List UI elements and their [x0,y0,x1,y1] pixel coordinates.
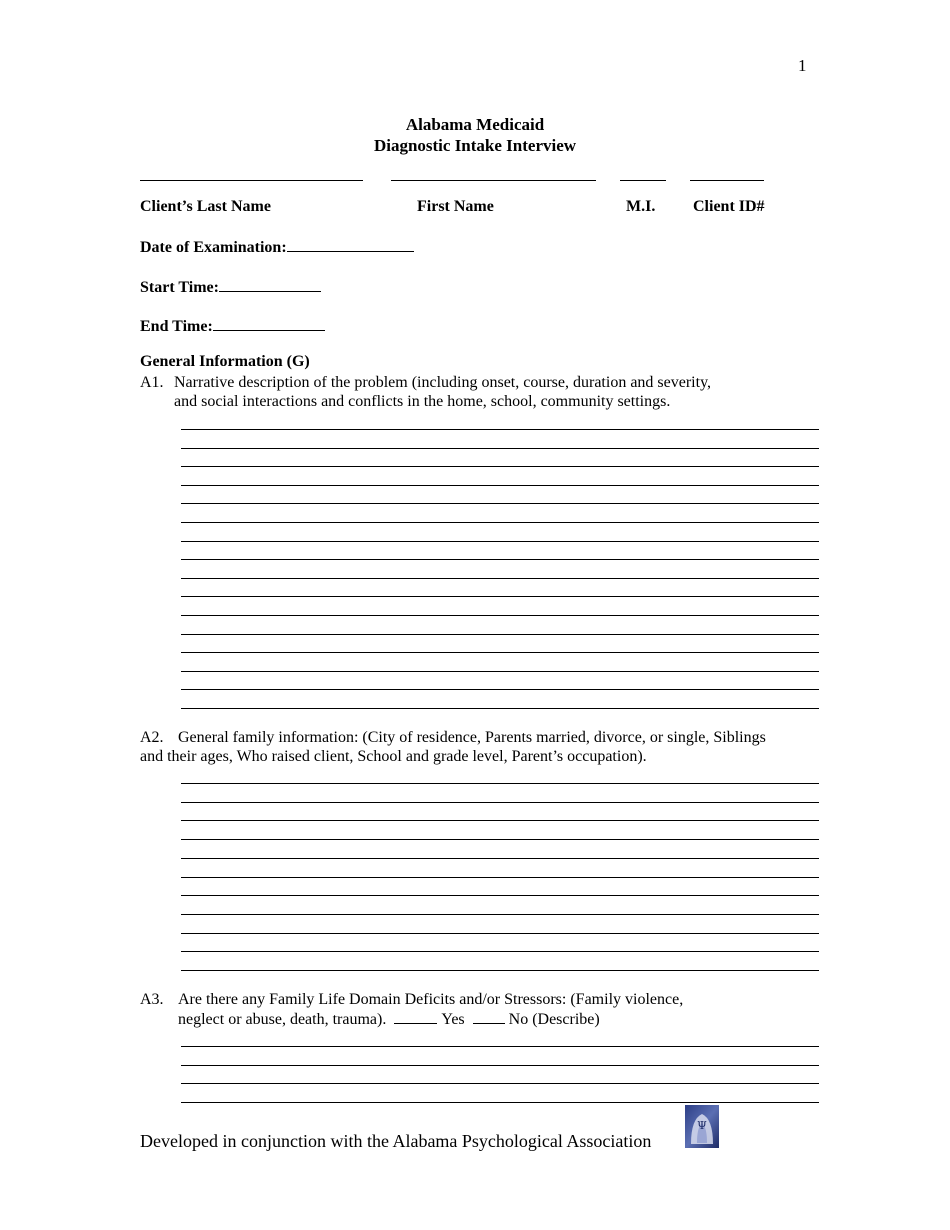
end-time-row [140,316,325,336]
a2-answer-lines[interactable] [181,783,819,973]
section-heading: General Information (G) [140,353,310,370]
a3-answer-lines[interactable] [181,1046,819,1104]
a2-question-line2: and their ages, Who raised client, School and grade level, Parent’s occupation). [140,748,647,765]
svg-text:Ψ: Ψ [697,1119,707,1132]
client-id-field[interactable] [690,180,764,181]
mi-label: M.I. [626,198,656,215]
first-name-field[interactable] [391,180,596,181]
client-id-label: Client ID# [693,198,765,215]
psi-logo-icon [685,1105,719,1148]
end-time-field[interactable] [213,316,325,331]
start-time-label: Start Time: [140,279,219,296]
a1-number: A1. [140,374,164,391]
document-title: Alabama Medicaid [405,115,545,134]
a3-no-label: No (Describe) [508,1011,600,1028]
a2-number: A2. [140,729,164,746]
document-subtitle: Diagnostic Intake Interview [373,136,577,155]
a1-question-line2: and social interactions and conflicts in the home, school, community settings. [174,393,671,410]
a3-yes-blank[interactable] [394,1011,437,1024]
date-of-examination-row [140,237,414,257]
first-name-label: First Name [417,198,494,215]
start-time-row [140,277,321,297]
a2-question-line1: General family information: (City of residence, Parents married, divorce, or single, Siblings [178,729,766,746]
footer-text: Developed in conjunction with the Alabama Psychological Association [140,1131,652,1151]
page-number: 1 [798,56,807,75]
last-name-field[interactable] [140,180,363,181]
a3-no-blank[interactable] [473,1011,505,1024]
a1-question-line1: Narrative description of the problem (including onset, course, duration and severity, [174,374,712,391]
a1-answer-lines[interactable] [181,429,819,711]
a3-question-line2-text: neglect or abuse, death, trauma). [178,1011,387,1028]
a3-question-line2 [178,1010,600,1029]
mi-field[interactable] [620,180,666,181]
a3-yes-label: Yes [441,1011,465,1028]
date-of-examination-label: Date of Examination: [140,239,287,256]
last-name-label: Client’s Last Name [140,198,271,215]
date-of-examination-field[interactable] [287,237,414,252]
end-time-label: End Time: [140,318,213,335]
a3-number: A3. [140,991,164,1008]
a3-question-line1: Are there any Family Life Domain Deficits and/or Stressors: (Family violence, [178,991,684,1008]
start-time-field[interactable] [219,277,321,292]
